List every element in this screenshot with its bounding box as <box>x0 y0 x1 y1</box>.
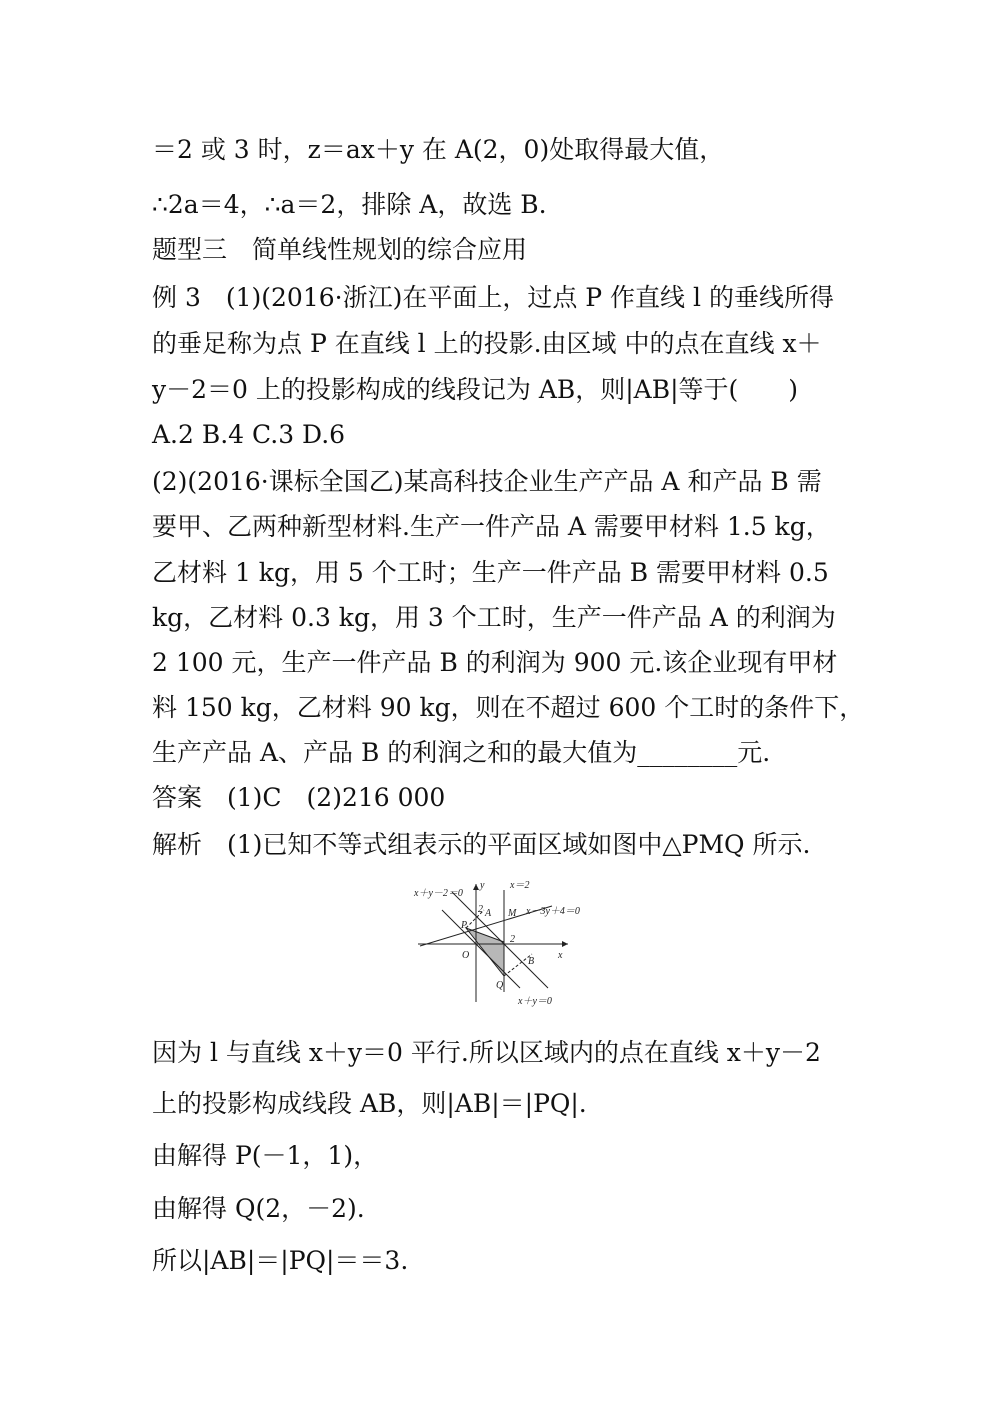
label-a: A <box>485 908 492 919</box>
problem2-line-2: 要甲、乙两种新型材料.生产一件产品 A 需要甲材料 1.5 kg， <box>152 512 831 541</box>
label-p: P <box>461 920 468 931</box>
label-x-axis: x <box>558 950 563 961</box>
label-y-axis: y <box>480 880 485 891</box>
choices-line: A.2 B.4 C.3 D.6 <box>152 420 346 449</box>
label-m: M <box>508 908 517 919</box>
solution-line-2: 上的投影构成线段 AB，则|AB|＝|PQ|. <box>152 1089 587 1118</box>
problem2-line-1: (2)(2016·课标全国乙)某高科技企业生产产品 A 和产品 B 需 <box>152 467 822 496</box>
text-line-1: ＝2 或 3 时，z＝ax＋y 在 A(2，0)处取得最大值， <box>152 135 725 164</box>
y-axis-arrow-icon <box>473 884 479 890</box>
solution-line-1: 因为 l 与直线 x＋y＝0 平行.所以区域内的点在直线 x＋y－2 <box>152 1038 821 1067</box>
text-line-2: ∴2a＝4，∴a＝2，排除 A，故选 B. <box>152 190 547 219</box>
label-line1: x＋y－2＝0 <box>414 888 463 899</box>
example-line-2: 的垂足称为点 P 在直线 l 上的投影.由区域 中的点在直线 x＋ <box>152 329 822 358</box>
problem2-line-7: 生产产品 A、产品 B 的利润之和的最大值为________元. <box>152 738 771 767</box>
region-diagram <box>408 872 588 1012</box>
solution-line-3: 由解得 P(－1，1)， <box>152 1141 379 1170</box>
problem2-line-5: 2 100 元，生产一件产品 B 的利润为 900 元.该企业现有甲材 <box>152 648 838 677</box>
label-x-eq-2: x＝2 <box>510 880 530 891</box>
solution-line-4: 由解得 Q(2，－2). <box>152 1194 365 1223</box>
analysis-line: 解析 (1)已知不等式组表示的平面区域如图中△PMQ 所示. <box>152 830 811 859</box>
label-line0: x＋y＝0 <box>518 996 552 1007</box>
shaded-region-pmq <box>466 928 504 976</box>
problem2-line-4: kg，乙材料 0.3 kg，用 3 个工时，生产一件产品 A 的利润为 <box>152 603 836 632</box>
answer-line: 答案 (1)C (2)216 000 <box>152 783 446 812</box>
problem2-line-3: 乙材料 1 kg，用 5 个工时；生产一件产品 B 需要甲材料 0.5 <box>152 558 829 587</box>
label-two-y: 2 <box>478 904 483 915</box>
x-axis-arrow-icon <box>562 941 568 947</box>
label-o: O <box>462 950 470 961</box>
example-line-1: 例 3 (1)(2016·浙江)在平面上，过点 P 作直线 l 的垂线所得 <box>152 283 834 312</box>
region-diagram-svg <box>408 872 588 1012</box>
label-two-x: 2 <box>510 934 515 945</box>
label-line3: x－3y＋4＝0 <box>526 906 580 917</box>
label-q: Q <box>496 980 504 991</box>
problem2-line-6: 料 150 kg，乙材料 90 kg，则在不超过 600 个工时的条件下， <box>152 693 865 722</box>
section-heading: 题型三 简单线性规划的综合应用 <box>152 235 528 264</box>
solution-line-5: 所以|AB|＝|PQ|＝＝3. <box>152 1246 409 1275</box>
example-line-3: y－2＝0 上的投影构成的线段记为 AB，则|AB|等于( ) <box>152 375 799 404</box>
label-b: B <box>528 956 535 967</box>
